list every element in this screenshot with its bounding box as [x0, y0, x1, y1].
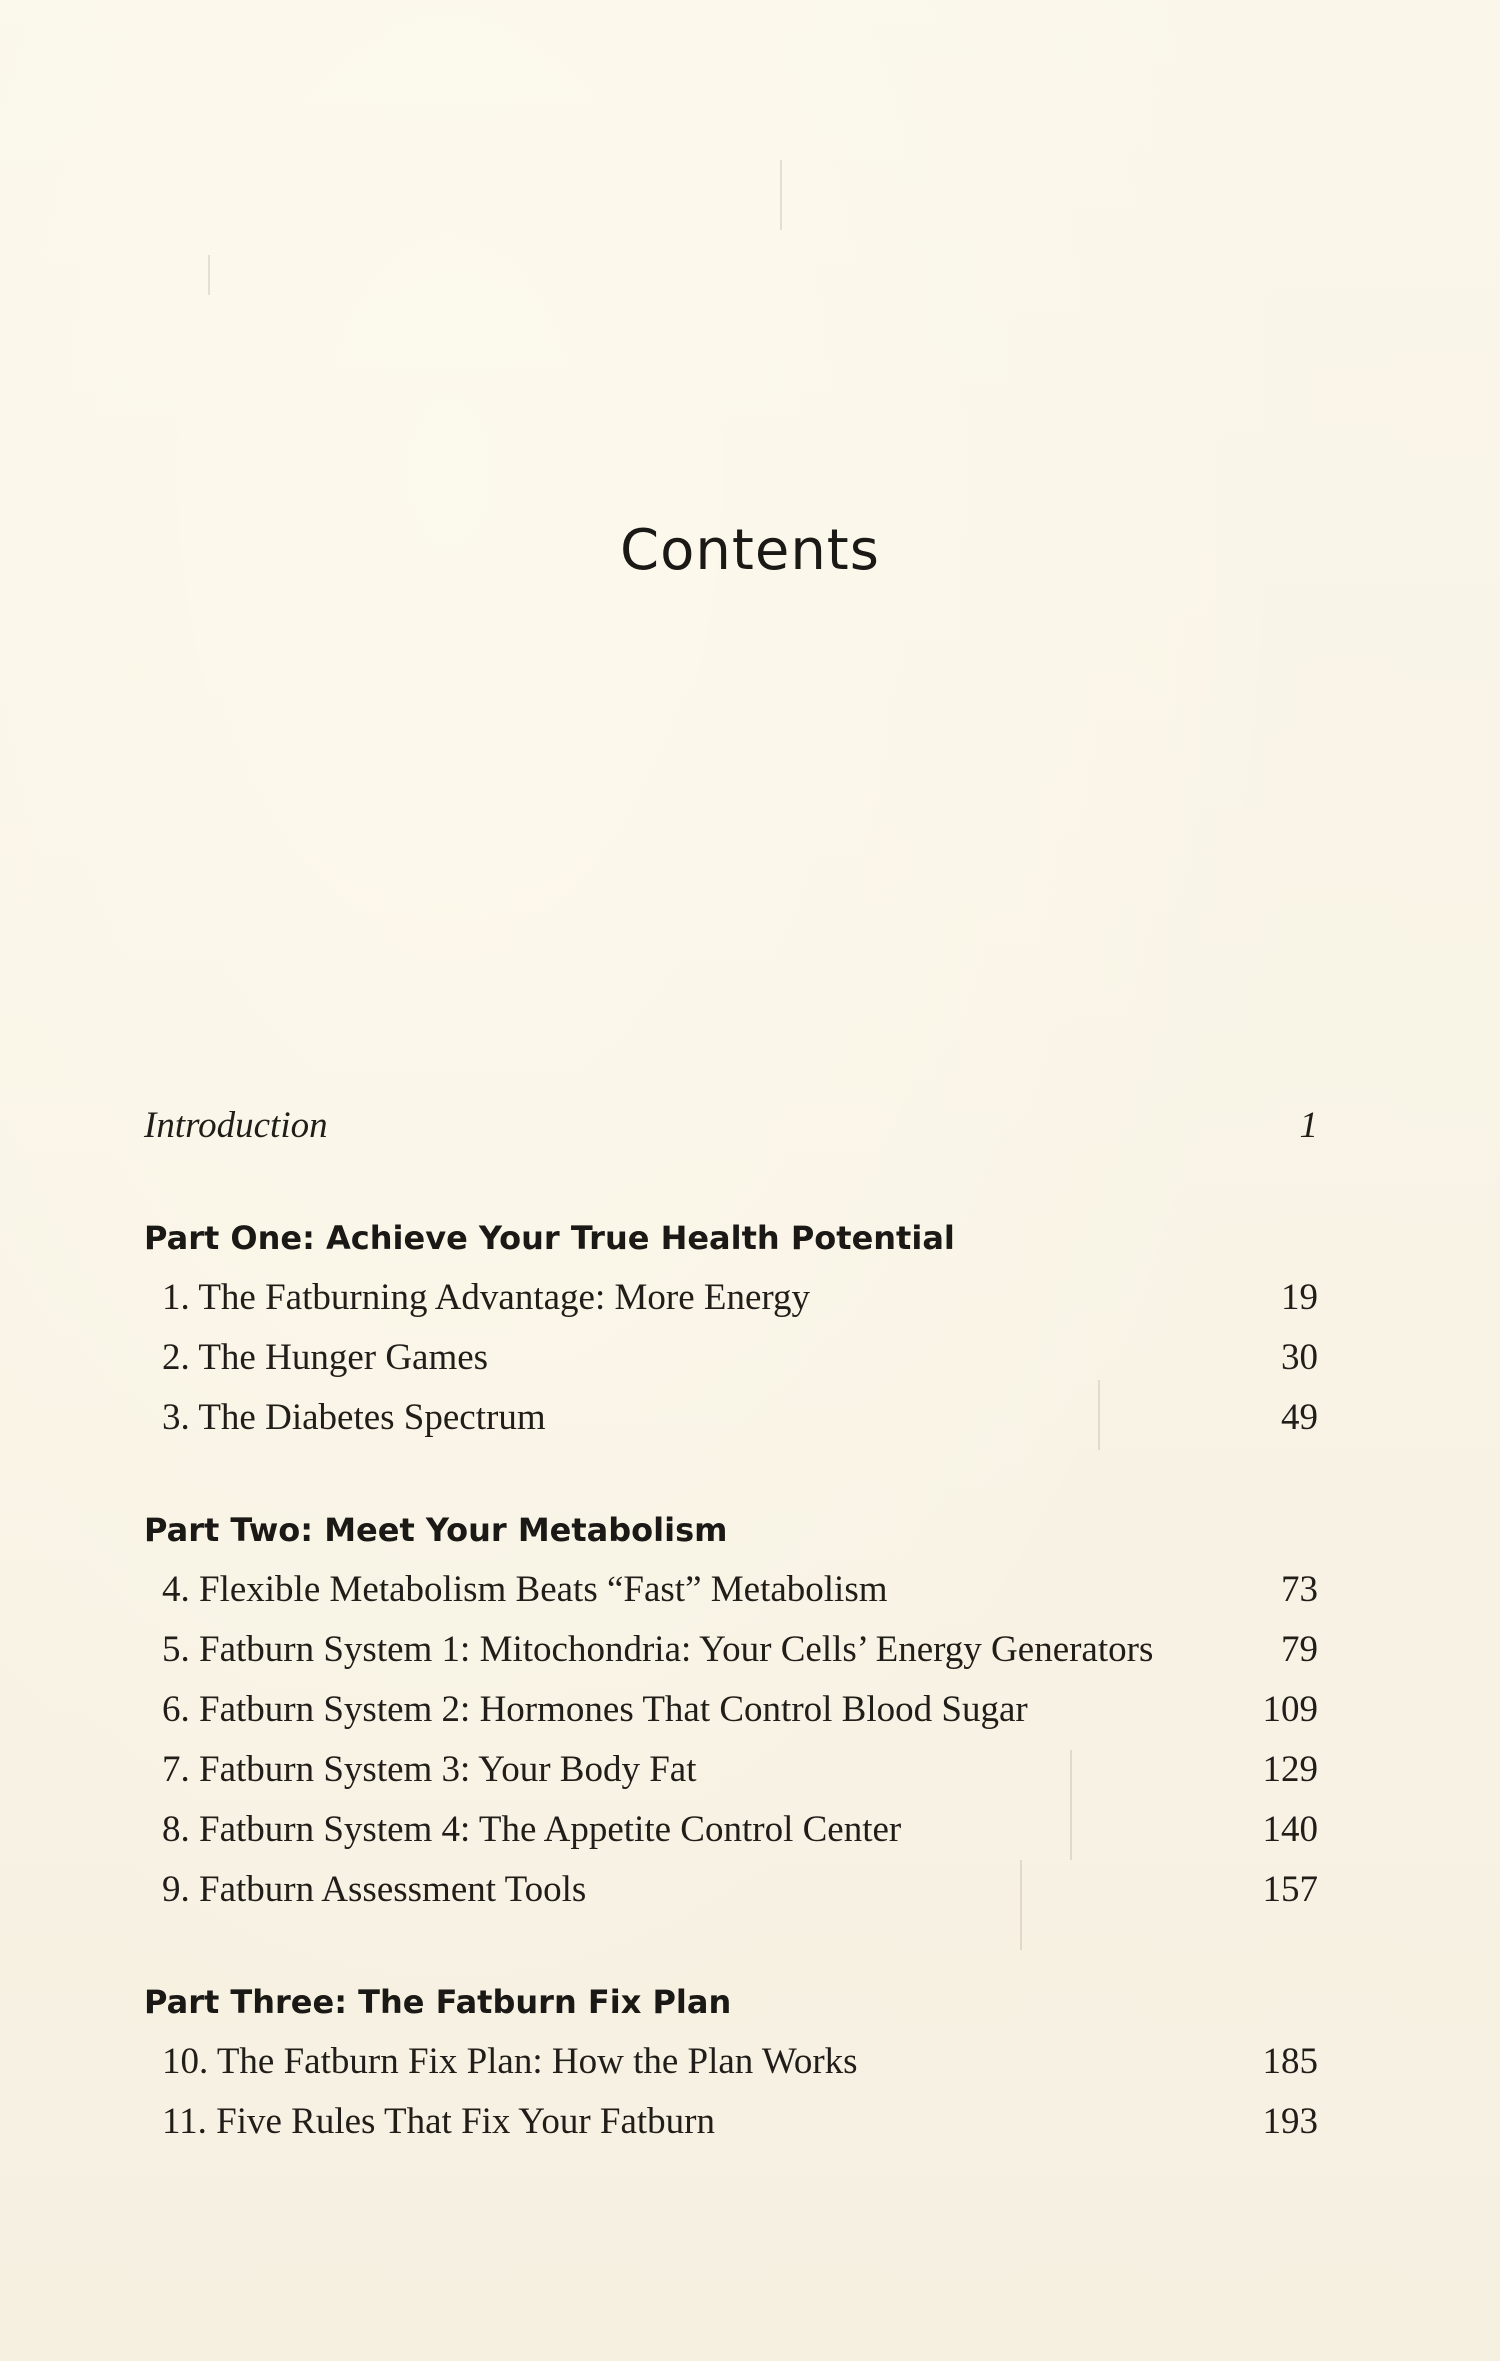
toc-entry-chapter [144, 1560, 1318, 1620]
toc-entry-label: 3. The Diabetes Spectrum [162, 1397, 546, 1438]
toc-entry-label: 6. Fatburn System 2: Hormones That Control Blood Sugar [162, 1689, 1028, 1730]
toc-page-number: 73 [1281, 1569, 1318, 1610]
toc-page-number: 30 [1281, 1337, 1318, 1378]
toc-entry-chapter [144, 1388, 1318, 1448]
toc-entry-label: 8. Fatburn System 4: The Appetite Control Center [162, 1809, 902, 1850]
part-heading: Part Two: Meet Your Metabolism [144, 1511, 728, 1549]
toc-page-number: 129 [1262, 1749, 1318, 1790]
paper-mark [780, 160, 782, 230]
toc-entry-chapter [144, 1268, 1318, 1328]
toc-part-three [144, 1972, 1318, 2152]
toc-entry-chapter [144, 1800, 1318, 1860]
toc-entry-label: Introduction [144, 1105, 328, 1146]
toc-entry-chapter [144, 2032, 1318, 2092]
toc-page-number: 185 [1262, 2041, 1318, 2082]
toc-entry-label: 10. The Fatburn Fix Plan: How the Plan Works [162, 2041, 858, 2082]
toc-entry-label: 4. Flexible Metabolism Beats “Fast” Metabolism [162, 1569, 888, 1610]
toc-entry-chapter [144, 1860, 1318, 1920]
toc-page-number: 157 [1262, 1869, 1318, 1910]
toc-entry-chapter [144, 1740, 1318, 1800]
table-of-contents [144, 1096, 1318, 2152]
toc-page-number: 109 [1262, 1689, 1318, 1730]
toc-entry-label: 11. Five Rules That Fix Your Fatburn [162, 2101, 715, 2142]
toc-page-number: 193 [1262, 2101, 1318, 2142]
part-heading: Part Three: The Fatburn Fix Plan [144, 1983, 732, 2021]
toc-page-number: 49 [1281, 1397, 1318, 1438]
toc-entry-label: 5. Fatburn System 1: Mitochondria: Your Cells’ Energy Generators [162, 1629, 1154, 1670]
page-title: Contents [620, 518, 880, 583]
toc-entry-chapter [144, 1680, 1318, 1740]
part-heading: Part One: Achieve Your True Health Potential [144, 1219, 955, 1257]
toc-entry-label: 2. The Hunger Games [162, 1337, 489, 1378]
paper-mark [208, 255, 210, 295]
toc-page-number: 1 [1299, 1105, 1318, 1146]
toc-entry-chapter [144, 1620, 1318, 1680]
toc-part-one [144, 1208, 1318, 1448]
toc-page-number: 79 [1281, 1629, 1318, 1670]
toc-page-number: 19 [1281, 1277, 1318, 1318]
toc-part-two [144, 1500, 1318, 1920]
toc-entry-chapter [144, 2092, 1318, 2152]
toc-entry-introduction [144, 1096, 1318, 1156]
toc-entry-label: 9. Fatburn Assessment Tools [162, 1869, 587, 1910]
toc-entry-chapter [144, 1328, 1318, 1388]
toc-page-number: 140 [1262, 1809, 1318, 1850]
toc-entry-label: 7. Fatburn System 3: Your Body Fat [162, 1749, 697, 1790]
toc-entry-label: 1. The Fatburning Advantage: More Energy [162, 1277, 811, 1318]
